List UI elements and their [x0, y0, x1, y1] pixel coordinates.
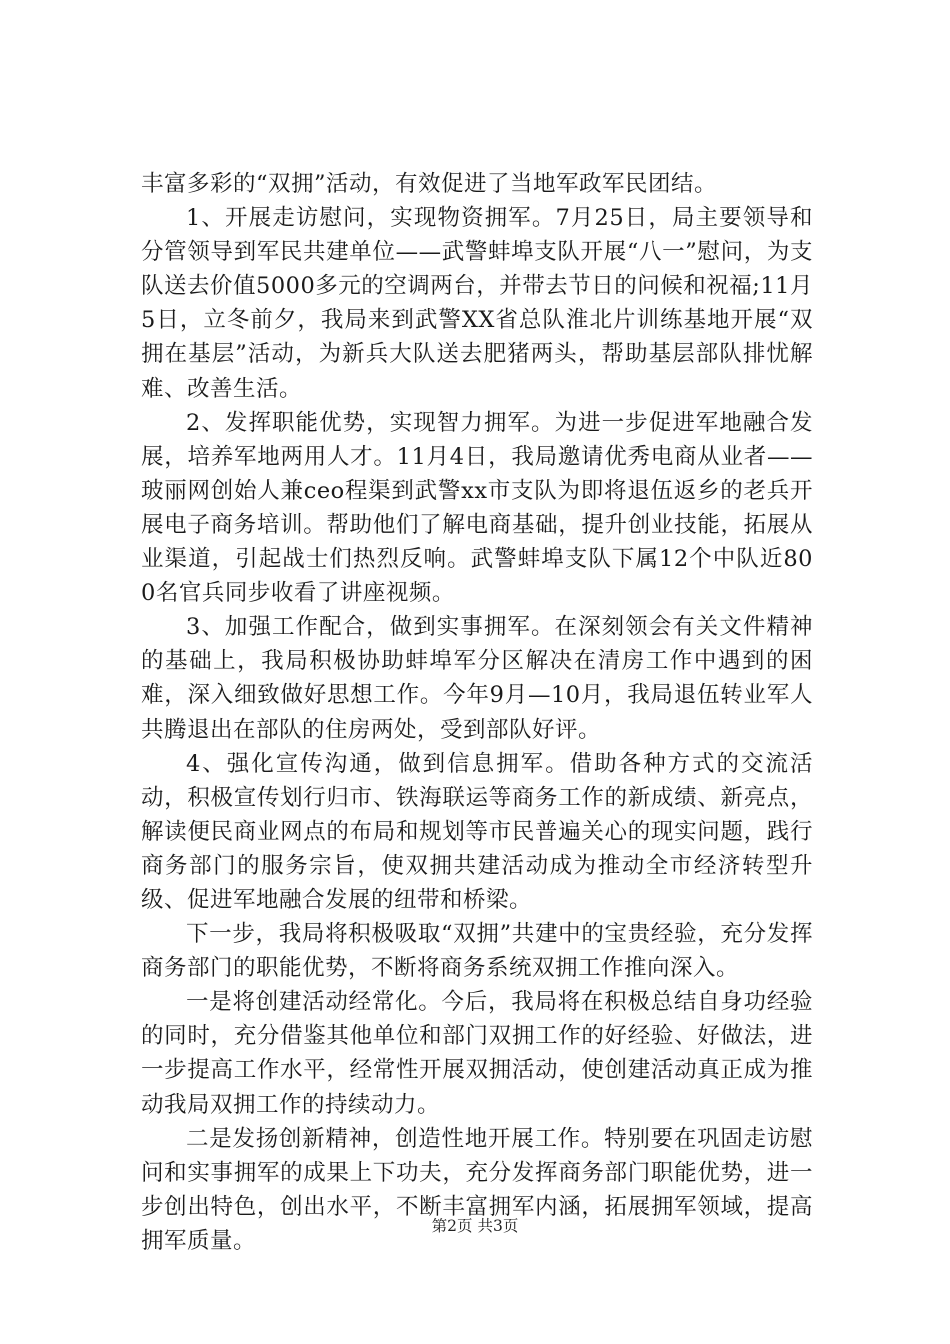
paragraph-next-step: 下一步，我局将积极吸取“双拥”共建中的宝贵经验，充分发挥商务部门的职能优势，不断将商务系统双拥工作推向深入。 — [141, 921, 813, 982]
paragraph-item-2: 2、发挥职能优势，实现智力拥军。为进一步促进军地融合发展，培养军地两用人才。11月4日，我局邀请优秀电商从业者——玻丽网创始人兼ceo程渠到武警xx市支队为即将退伍返乡的老兵开展电子商务培训。帮助他们了解电商基础，提升创业技能，拓展从业渠道，引起战士们热烈反响。武警蚌埠支队下属12个中队近800名官兵同步收看了讲座视频。 — [141, 409, 813, 607]
paragraph-point-one: 一是将创建活动经常化。今后，我局将在积极总结自身功经验的同时，充分借鉴其他单位和部门双拥工作的好经验、好做法，进一步提高工作水平，经常性开展双拥活动，使创建活动真正成为推动我局双拥工作的持续动力。 — [141, 989, 813, 1118]
paragraph-item-4: 4、强化宣传沟通，做到信息拥军。借助各种方式的交流活动，积极宣传划行归市、铁海联运等商务工作的新成绩、新亮点，解读便民商业网点的布局和规划等市民普遍关心的现实问题，践行商务部门的服务宗旨，使双拥共建活动成为推动全市经济转型升级、促进军地融合发展的纽带和桥梁。 — [141, 750, 813, 913]
page-number-footer: 第2页 共3页 — [431, 1217, 519, 1235]
document-body — [141, 167, 813, 1258]
paragraph-continuation: 丰富多彩的“双拥”活动，有效促进了当地军政军民团结。 — [141, 171, 718, 197]
paragraph-item-3: 3、加强工作配合，做到实事拥军。在深刻领会有关文件精神的基础上，我局积极协助蚌埠军分区解决在清房工作中遇到的困难，深入细致做好思想工作。今年9月—10月，我局退伍转业军人共腾退出在部队的住房两处，受到部队好评。 — [141, 614, 813, 743]
paragraph-item-1: 1、开展走访慰问，实现物资拥军。7月25日，局主要领导和分管领导到军民共建单位——武警蚌埠支队开展“八一”慰问，为支队送去价值5000多元的空调两台，并带去节日的问候和祝福;11月5日，立冬前夕，我局来到武警XX省总队淮北片训练基地开展“双拥在基层”活动，为新兵大队送去肥猪两头，帮助基层部队排忧解难、改善生活。 — [141, 205, 813, 402]
paragraph-point-two: 二是发扬创新精神，创造性地开展工作。特别要在巩固走访慰问和实事拥军的成果上下功夫，充分发挥商务部门职能优势，进一步创出特色，创出水平，不断丰富拥军内涵，拓展拥军领域，提高拥军质量。 — [141, 1125, 813, 1254]
